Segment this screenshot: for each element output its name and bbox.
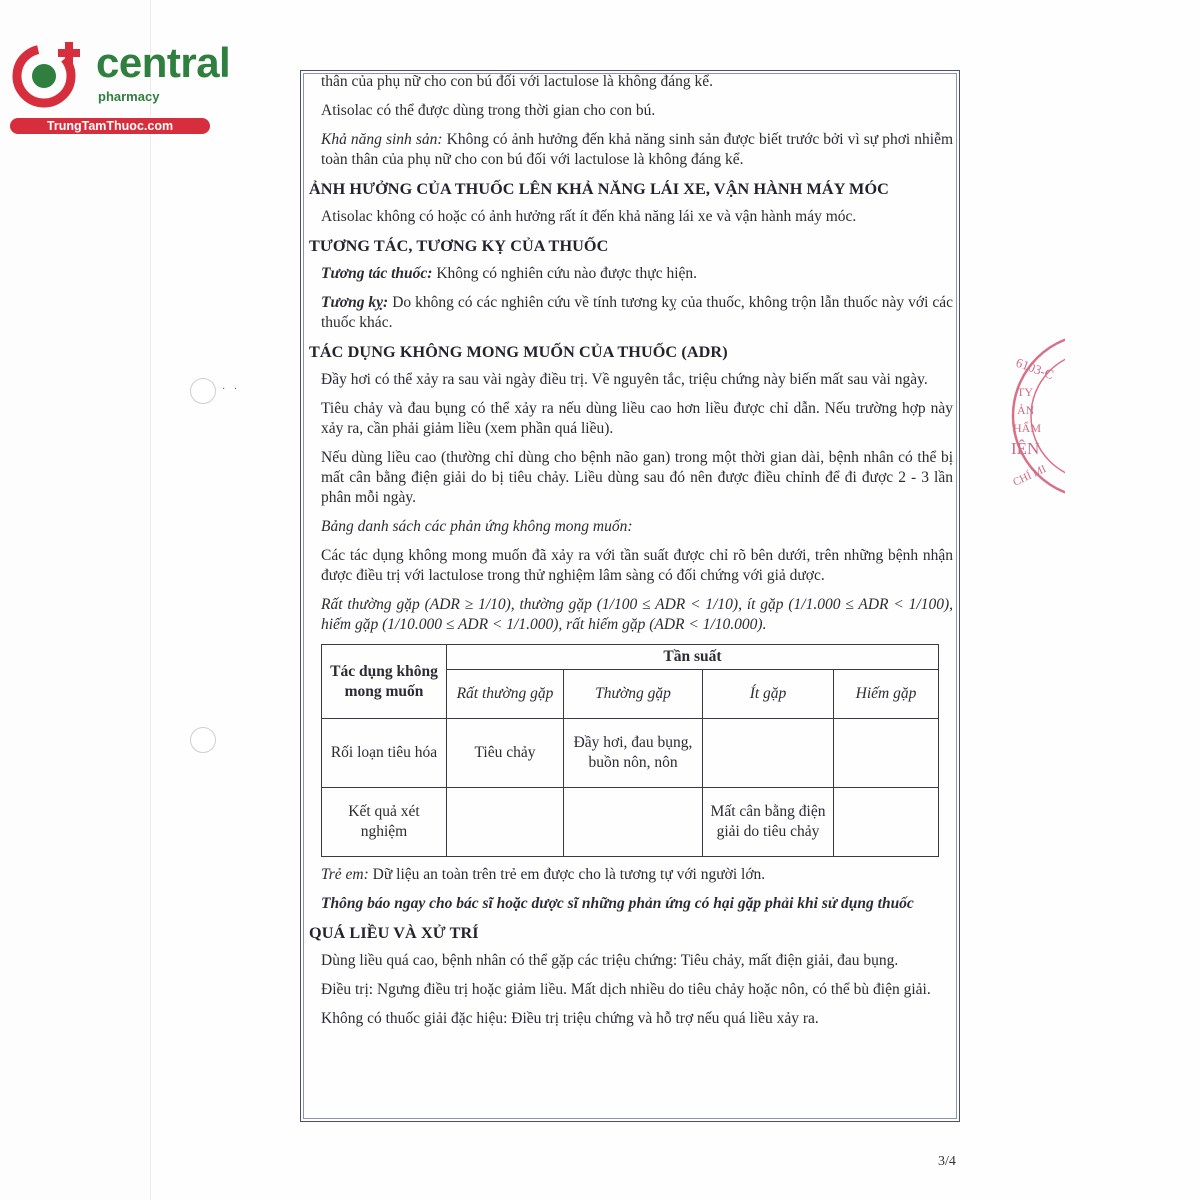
document-body xyxy=(309,72,954,1038)
interaction-text: Không có nghiên cứu nào được thực hiện. xyxy=(432,265,698,282)
paragraph-lactation-end: thân của phụ nữ cho con bú đối với lactulose là không đáng kể. xyxy=(321,73,713,90)
table-row xyxy=(322,788,939,857)
svg-text:6103-C: 6103-C xyxy=(1013,354,1056,383)
heading-driving: ẢNH HƯỞNG CỦA THUỐC LÊN KHẢ NĂNG LÁI XE, VẬN HÀNH MÁY MÓC xyxy=(309,180,889,198)
paragraph-adr-high-dose: Nếu dùng liều cao (thường chỉ dùng cho bệnh não gan) trong một thời gian dài, bệnh nhân có thể bị mất cân bằng điện giải do bị tiêu chảy. Liều dùng sau đó nên được điều chỉnh để đi được 2 - 3 lần phân mỗi ngày. xyxy=(321,449,953,506)
paragraph-incompatibility xyxy=(321,293,953,333)
paragraph-overdose-antidote: Không có thuốc giải đặc hiệu: Điều trị triệu chứng và hỗ trợ nếu quá liều xảy ra. xyxy=(321,1010,819,1027)
fertility-label: Khả năng sinh sản: xyxy=(321,131,443,148)
paragraph-adr-frequency-key: Rất thường gặp (ADR ≥ 1/10), thường gặp (1/100 ≤ ADR < 1/10), ít gặp (1/1.000 ≤ ADR < 1/100), hiếm gặp (1/10.000 ≤ ADR < 1/1.000), rất hiếm gặp (ADR < 1/10.000). xyxy=(321,596,953,633)
logo-wordmark: central xyxy=(96,39,231,86)
table-col-uncommon: Ít gặp xyxy=(703,670,834,719)
heading-adr: TÁC DỤNG KHÔNG MONG MUỐN CỦA THUỐC (ADR) xyxy=(309,343,728,361)
binder-hole-top xyxy=(190,378,216,404)
table-cell xyxy=(834,788,939,857)
table-cell-effect: Rối loạn tiêu hóa xyxy=(322,719,447,788)
paragraph-adr-list-title: Bảng danh sách các phản ứng không mong muốn: xyxy=(321,518,633,535)
paragraph-lactation-use: Atisolac có thể được dùng trong thời gian cho con bú. xyxy=(321,102,656,119)
heading-overdose: QUÁ LIỀU VÀ XỬ TRÍ xyxy=(309,924,479,942)
company-stamp-seal xyxy=(1005,336,1065,506)
pharmacy-cross-logo-icon xyxy=(10,38,90,110)
children-label: Trẻ em: xyxy=(321,866,369,883)
svg-text:HẨM: HẨM xyxy=(1013,421,1042,435)
paragraph-adr-trials: Các tác dụng không mong muốn đã xảy ra với tần suất được chỉ rõ bên dưới, trên những bệnh nhận được điều trị với lactulose trong thử nghiệm lâm sàng có đối chứng với giả dược. xyxy=(321,547,953,584)
svg-text:ẢN: ẢN xyxy=(1017,403,1035,417)
table-header-effect: Tác dụng không mong muốn xyxy=(322,645,447,719)
paragraph-notify-doctor: Thông báo ngay cho bác sĩ hoặc dược sĩ những phản ứng có hại gặp phải khi sử dụng thuốc xyxy=(321,895,914,912)
children-text: Dữ liệu an toàn trên trẻ em được cho là tương tự với người lớn. xyxy=(368,866,766,883)
table-cell xyxy=(703,719,834,788)
logo-subtitle: pharmacy xyxy=(98,89,160,104)
table-header-row xyxy=(322,645,939,670)
paragraph-fertility xyxy=(321,130,953,170)
logo-url-badge[interactable]: TrungTamThuoc.com xyxy=(10,118,210,134)
table-header-frequency: Tần suất xyxy=(447,645,939,670)
table-cell: Tiêu chảy xyxy=(447,719,564,788)
scan-dots: · · xyxy=(222,384,241,395)
incompatibility-label: Tương kỵ: xyxy=(321,294,389,311)
adr-table xyxy=(321,644,939,857)
table-cell: Mất cân bằng điện giải do tiêu chảy xyxy=(703,788,834,857)
svg-text:CHÍ MI: CHÍ MI xyxy=(1011,462,1049,489)
svg-text:IÊN: IÊN xyxy=(1011,439,1040,458)
incompatibility-text: Do không có các nghiên cứu về tính tương kỵ của thuốc, không trộn lẫn thuốc này với các thuốc khác. xyxy=(321,294,954,331)
table-cell: Đầy hơi, đau bụng, buồn nôn, nôn xyxy=(564,719,703,788)
paragraph-adr-flatulence: Đầy hơi có thể xảy ra sau vài ngày điều trị. Về nguyên tắc, triệu chứng này biến mất sau vài ngày. xyxy=(321,371,928,388)
fertility-text: Không có ảnh hưởng đến khả năng sinh sản được biết trước bởi vì sự phơi nhiễm toàn thân của phụ nữ cho con bú đối với lactulose là không đáng kể. xyxy=(321,131,954,168)
interaction-label: Tương tác thuốc: xyxy=(321,265,433,282)
table-col-very-common: Rất thường gặp xyxy=(447,670,564,719)
paragraph-interactions xyxy=(321,264,953,284)
table-cell-effect: Kết quả xét nghiệm xyxy=(322,788,447,857)
table-cell xyxy=(564,788,703,857)
table-col-common: Thường gặp xyxy=(564,670,703,719)
table-cell xyxy=(834,719,939,788)
paragraph-driving: Atisolac không có hoặc có ảnh hưởng rất ít đến khả năng lái xe và vận hành máy móc. xyxy=(321,208,857,225)
binder-hole-bottom xyxy=(190,727,216,753)
page-number: 3/4 xyxy=(938,1154,956,1169)
table-cell xyxy=(447,788,564,857)
heading-interactions: TƯƠNG TÁC, TƯƠNG KỴ CỦA THUỐC xyxy=(309,237,609,255)
paragraph-overdose-symptoms: Dùng liều quá cao, bệnh nhân có thể gặp các triệu chứng: Tiêu chảy, mất điện giải, đau bụng. xyxy=(321,952,899,969)
central-pharmacy-logo[interactable] xyxy=(10,38,231,138)
table-col-rare: Hiếm gặp xyxy=(834,670,939,719)
table-row xyxy=(322,719,939,788)
paragraph-overdose-treatment: Điều trị: Ngưng điều trị hoặc giảm liều. Mất dịch nhiều do tiêu chảy hoặc nôn, có thể bù điện giải. xyxy=(321,981,931,998)
svg-text:TY: TY xyxy=(1017,385,1033,399)
paragraph-children xyxy=(321,865,953,885)
paragraph-adr-diarrhea: Tiêu chảy và đau bụng có thể xảy ra nếu dùng liều cao hơn liều được chỉ dẫn. Nếu trường hợp này xảy ra, cần phải giảm liều (xem phần quá liều). xyxy=(321,400,953,437)
